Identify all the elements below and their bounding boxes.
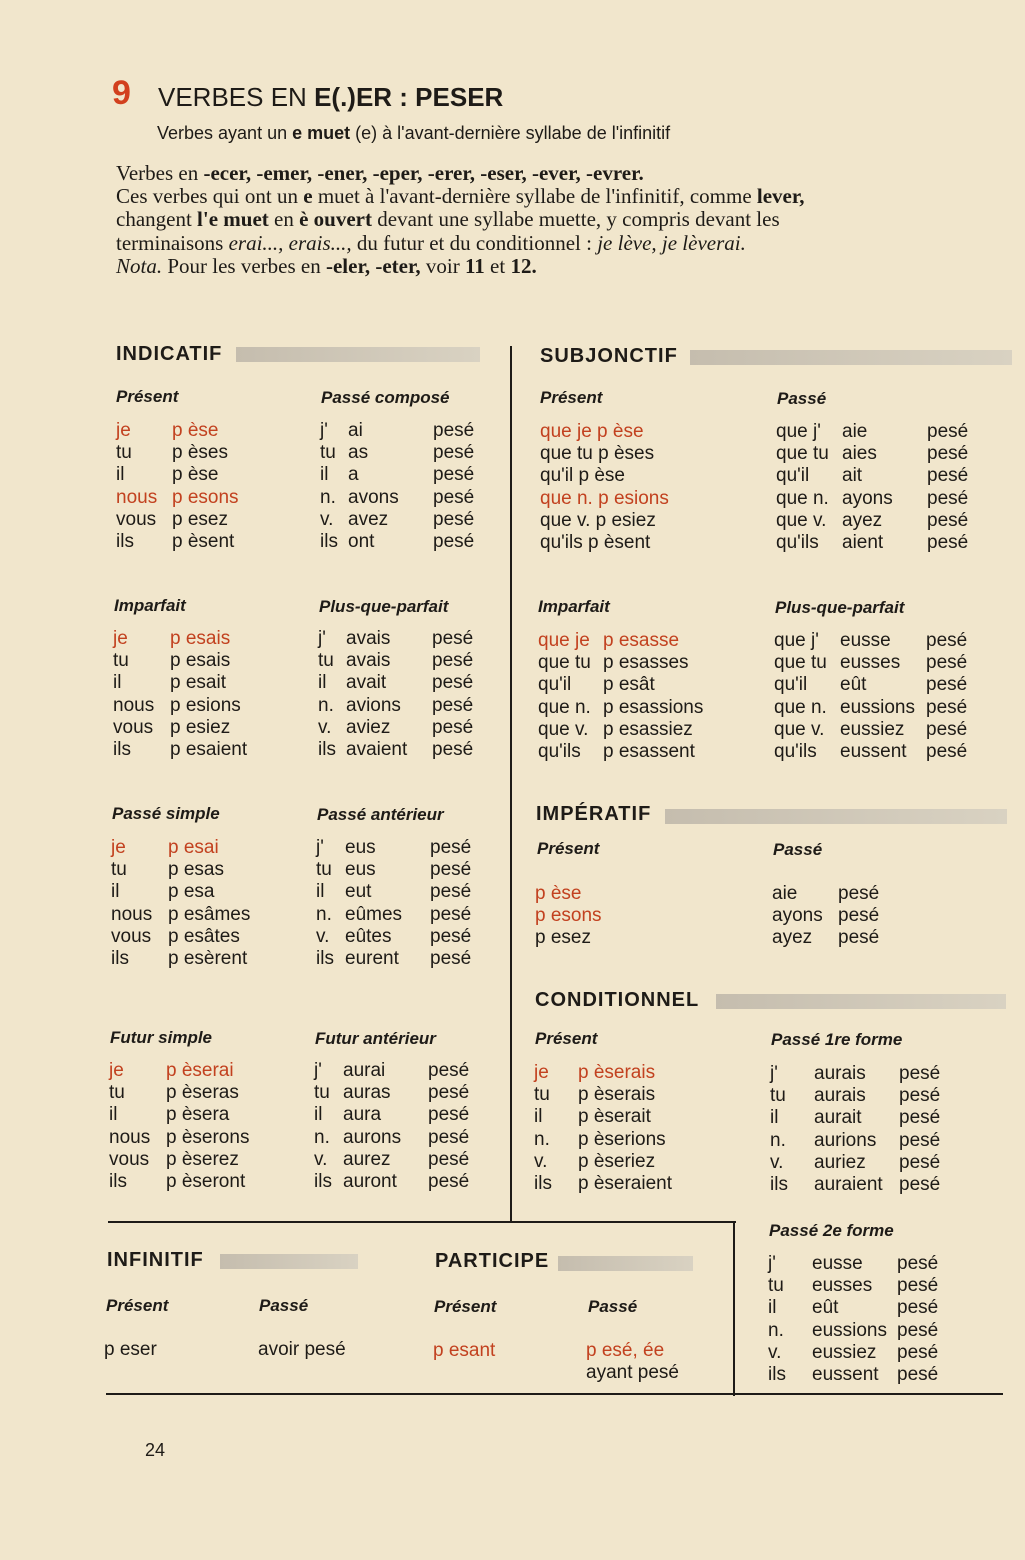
conj-forms: p esai p esas p esa p esâmes p esâtes p esèrent [168,837,251,970]
conj-forms: p esasse p esasses p esât p esassions p esassiez p esassent [603,630,704,763]
tense-label: Présent [434,1297,497,1316]
conj-participles: pesé pesé pesé [838,883,880,949]
tense-label: Présent [540,388,603,407]
tense-label: Passé simple [112,804,220,823]
tense-label: Présent [116,387,179,406]
intro-paragraph [116,162,805,278]
conj-pronouns: que je que tu qu'il que n. que v. qu'ils [538,630,591,763]
tense-label: Passé antérieur [317,805,444,824]
tense-label: Passé 2e forme [769,1221,894,1240]
intro-nota: Nota. Pour les verbes en -eler, -eter, voir 11 et 12. [116,253,537,278]
tense-label: Présent [106,1296,169,1315]
intro-line-3: changent l'e muet en è ouvert devant une syllabe muette, y compris devant les [116,207,780,232]
section-indicatif: INDICATIF [116,343,223,365]
conj-participles: pesé pesé pesé pesé pesé pesé [432,628,474,761]
conj-pronouns: j' tu il n. v. ils [316,837,334,970]
conj-auxiliaries: aurais aurais aurait aurions auriez auraient [814,1063,883,1196]
conj-pronouns: je tu il nous vous ils [116,420,158,553]
conj-participles: pesé pesé pesé pesé pesé pesé [927,421,969,554]
divider-vertical-main [510,346,512,1222]
conj-forms: p èse p èses p èse p esons p esez p èsent [172,420,239,553]
conj-auxiliaries: aie ayons ayez [772,883,823,949]
section-imperatif: IMPÉRATIF [536,803,652,825]
section-infinitif: INFINITIF [107,1249,204,1271]
conj-auxiliaries: eus eus eut eûmes eûtes eurent [345,837,403,970]
indicatif-band [236,347,480,362]
intro-line-1: Verbes en -ecer, -emer, -ener, -eper, -erer, -eser, -ever, -evrer. [116,161,644,185]
conj-pronouns: j' tu il n. v. ils [770,1063,788,1196]
conj-pronouns: que j' que tu qu'il que n. que v. qu'ils [776,421,829,554]
tense-label: Présent [535,1029,598,1048]
divider-horizontal-infinitif [108,1221,736,1223]
tense-label: Présent [537,839,600,858]
infinitif-present: p eser [104,1339,157,1360]
conj-pronouns: je tu il nous vous ils [111,837,153,970]
tense-label: Passé [773,840,823,859]
conj-auxiliaries: aie aies ait ayons ayez aient [842,421,893,554]
section-number: 9 [112,74,131,112]
conj-participles: pesé pesé pesé pesé pesé pesé [899,1063,941,1196]
tense-label: Passé [777,389,827,408]
tense-label: Futur antérieur [315,1029,436,1048]
tense-label: Passé [588,1297,638,1316]
conj-auxiliaries: aurai auras aura aurons aurez auront [343,1060,402,1193]
conj-participles: pesé pesé pesé pesé pesé pesé [926,630,968,763]
conj-pronouns: j' tu il n. v. ils [320,420,338,553]
conj-pronouns: que j' que tu qu'il que n. que v. qu'ils [774,630,827,763]
subjonctif-band [690,350,1012,365]
section-subjonctif: SUBJONCTIF [540,345,678,367]
conj-forms: p èserai p èseras p èsera p èserons p èserez p èseront [166,1060,250,1193]
conj-pronouns: je tu il nous vous ils [109,1060,151,1193]
section-participe: PARTICIPE [435,1250,550,1272]
section-conditionnel: CONDITIONNEL [535,989,700,1011]
divider-horizontal-bottom [106,1393,1003,1395]
participe-present: p esant [433,1340,496,1361]
tense-label: Plus-que-parfait [775,598,905,617]
conj-forms: p èserais p èserais p èserait p èserions p èseriez p èseraient [578,1062,673,1195]
conj-participles: pesé pesé pesé pesé pesé pesé [430,837,472,970]
conj-auxiliaries: eusse eusses eût eussions eussiez eussent [812,1253,887,1386]
divider-vertical-bottom [733,1221,735,1396]
tense-label: Imparfait [114,596,186,615]
intro-line-4: terminaisons erai..., erais..., du futur et du conditionnel : je lève, je lèverai. [116,230,746,255]
tense-label: Passé composé [321,388,450,407]
conj-forms: que je p èse que tu p èses qu'il p èse que n. p esions que v. p esiez qu'ils p èsent [540,421,669,554]
conj-participles: pesé pesé pesé pesé pesé pesé [433,420,475,553]
tense-label: Imparfait [538,597,610,616]
conj-auxiliaries: ai as a avons avez ont [348,420,399,553]
tense-label: Passé [259,1296,309,1315]
conj-auxiliaries: avais avais avait avions aviez avaient [346,628,408,761]
conj-pronouns: je tu il n. v. ils [534,1062,552,1195]
page-title: VERBES EN E(.)ER : PESER [158,82,504,112]
conj-auxiliaries: eusse eusses eût eussions eussiez eussent [840,630,915,763]
conj-pronouns: j' tu il n. v. ils [318,628,336,761]
conj-forms: p esais p esais p esait p esions p esiez p esaient [170,628,248,761]
page-number: 24 [145,1440,166,1460]
intro-line-2: Ces verbes qui ont un e muet à l'avant-dernière syllabe de l'infinitif, comme lever, [116,184,805,209]
conditionnel-band [716,994,1006,1009]
conj-participles: pesé pesé pesé pesé pesé pesé [428,1060,470,1193]
participe-passe: p esé, ée ayant pesé [586,1340,679,1384]
tense-label: Futur simple [110,1028,213,1047]
infinitif-passe: avoir pesé [258,1339,346,1360]
imperatif-band [665,809,1007,824]
tense-label: Passé 1re forme [771,1030,903,1049]
tense-label: Plus-que-parfait [319,597,449,616]
conj-participles: pesé pesé pesé pesé pesé pesé [897,1253,939,1386]
conj-pronouns: j' tu il n. v. ils [768,1253,786,1386]
page-subtitle: Verbes ayant un e muet (e) à l'avant-dernière syllabe de l'infinitif [157,123,671,143]
conj-forms: p èse p esons p esez [535,883,602,949]
participe-band [558,1256,693,1271]
infinitif-band [220,1254,358,1269]
conj-pronouns: je tu il nous vous ils [113,628,155,761]
conj-pronouns: j' tu il n. v. ils [314,1060,332,1193]
